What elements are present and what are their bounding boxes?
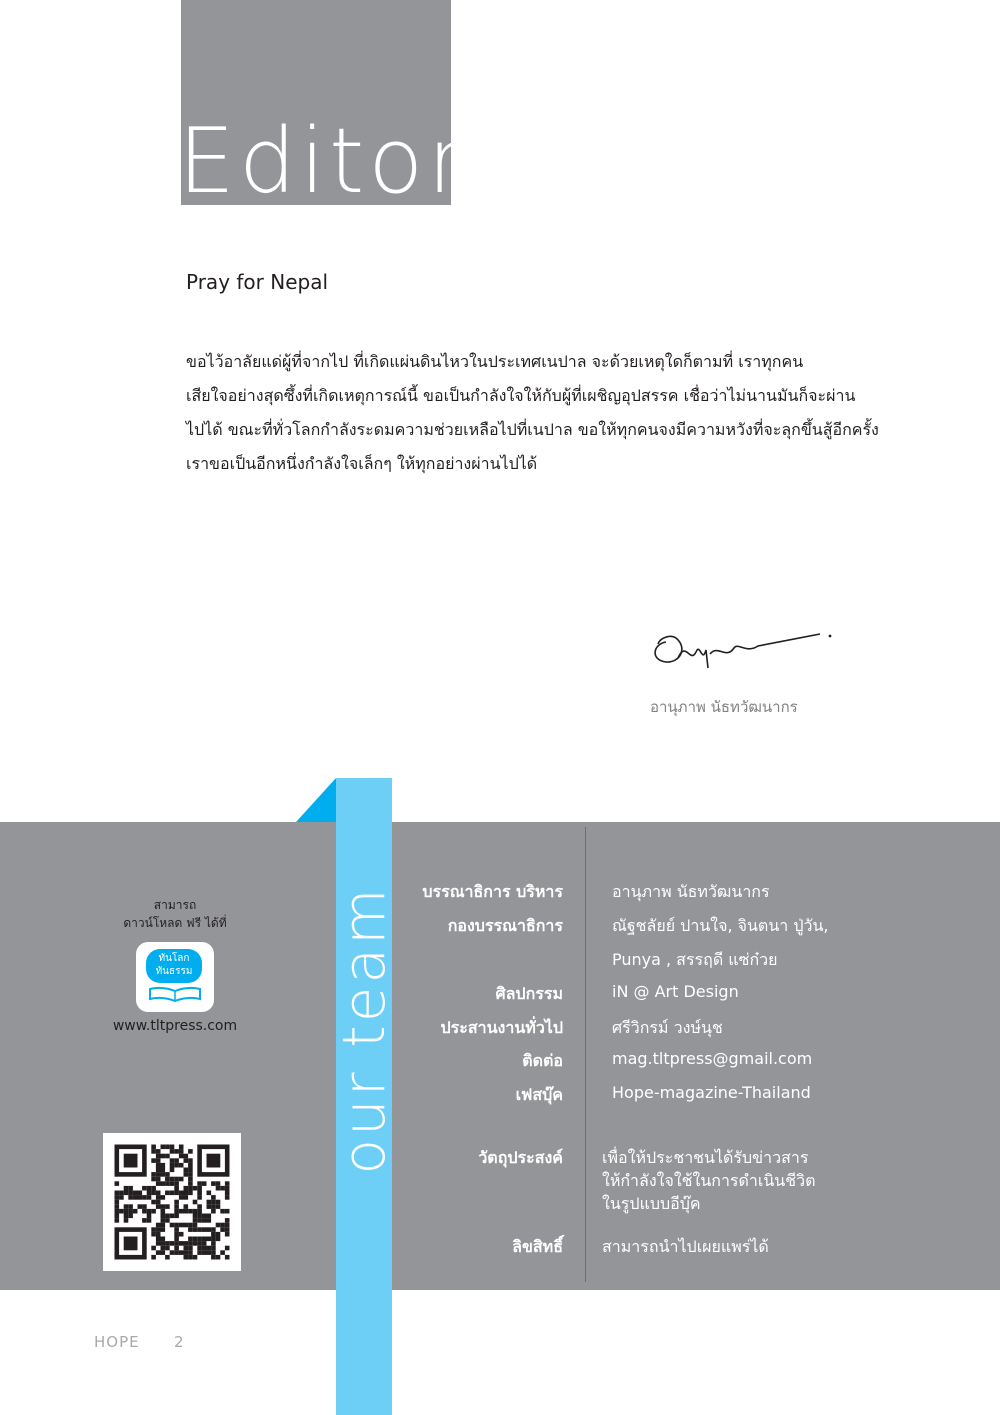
download-text [100, 896, 250, 932]
team-value-facebook[interactable]: Hope-magazine-Thailand [612, 1083, 811, 1102]
qr-code-icon [103, 1133, 241, 1271]
app-name-line: ทันโลก [158, 953, 190, 964]
objective-line: ในรูปแบบอีบุ๊ค [602, 1194, 701, 1213]
team-label-editor-in-chief: บรรณาธิการ บริหาร [422, 882, 563, 901]
page-number: 2 [174, 1333, 184, 1351]
team-value-art: iN @ Art Design [612, 982, 739, 1001]
objective-text [602, 1146, 815, 1215]
signature-image [648, 620, 838, 675]
team-value-editor-in-chief: อานุภาพ นัธทวัฒนากร [612, 882, 770, 901]
article-line: ขอไว้อาลัยแด่ผู้ที่จากไป ที่เกิดแผ่นดินไหวในประเทศเนปาล จะด้วยเหตุใดก็ตามที่ เราทุกคน [186, 352, 804, 371]
team-value-coordinator: ศรีวิกรม์ วงษ์นุช [612, 1018, 723, 1037]
website-link[interactable]: www.tltpress.com [112, 1018, 238, 1034]
team-label-facebook: เฟสบุ๊ค [515, 1085, 563, 1104]
objective-line: ให้กำลังใจใช้ในการดำเนินชีวิต [602, 1171, 816, 1190]
footer-brand: HOPE [94, 1333, 140, 1351]
article-line: ไปได้ ขณะที่ทั่วโลกกำลังระดมความช่วยเหลือไปที่เนปาล ขอให้ทุกคนจงมีความหวังที่จะลุกขึ้นสู้อีกครั้ง [186, 420, 879, 439]
team-label-contact: ติดต่อ [522, 1051, 563, 1070]
objective-line: เพื่อให้ประชาชนได้รับข่าวสาร [602, 1148, 809, 1167]
signer-name: อานุภาพ นัธทวัฒนากร [650, 698, 798, 716]
copyright-value: สามารถนำไปเผยแพร่ได้ [602, 1237, 769, 1256]
team-label-art: ศิลปกรรม [495, 984, 563, 1003]
article-subtitle: Pray for Nepal [186, 270, 329, 294]
team-label-coordinator: ประสานงานทั่วไป [440, 1018, 563, 1037]
article-body [186, 345, 886, 481]
article-line: เสียใจอย่างสุดซึ้งที่เกิดเหตุการณ์นี้ ขอเป็นกำลังใจให้กับผู้ที่เผชิญอุปสรรค เชื่อว่าไม่นานมันก็จะผ่าน [186, 386, 856, 405]
team-label-editorial: กองบรรณาธิการ [447, 916, 563, 935]
team-value-editorial: ณัฐชลัยย์ ปานใจ, จินตนา ปู่วัน, [612, 916, 829, 935]
article-line: เราขอเป็นอีกหนึ่งกำลังใจเล็กๆ ให้ทุกอย่างผ่านไปได้ [186, 454, 538, 473]
open-book-icon [148, 986, 202, 1002]
app-name-line: ทันธรรม [155, 966, 193, 977]
team-value-contact[interactable]: mag.tltpress@gmail.com [612, 1049, 813, 1068]
objective-label: วัตถุประสงค์ [478, 1148, 563, 1167]
corner-triangle [296, 778, 336, 822]
team-value-editorial-cont: Punya , สรรฤดี แซ่ก๋วย [612, 950, 778, 969]
app-icon-bubble [146, 949, 202, 983]
our-team-label: our team [330, 885, 398, 1175]
download-line: ดาวน์โหลด ฟรี ได้ที่ [123, 916, 227, 930]
copyright-label: ลิขสิทธิ์ [512, 1237, 563, 1256]
download-line: สามารถ [153, 898, 197, 912]
team-divider [585, 827, 586, 1282]
qr-code-box[interactable] [103, 1133, 241, 1271]
page-title: Editor [178, 109, 469, 214]
app-icon[interactable] [136, 942, 214, 1012]
